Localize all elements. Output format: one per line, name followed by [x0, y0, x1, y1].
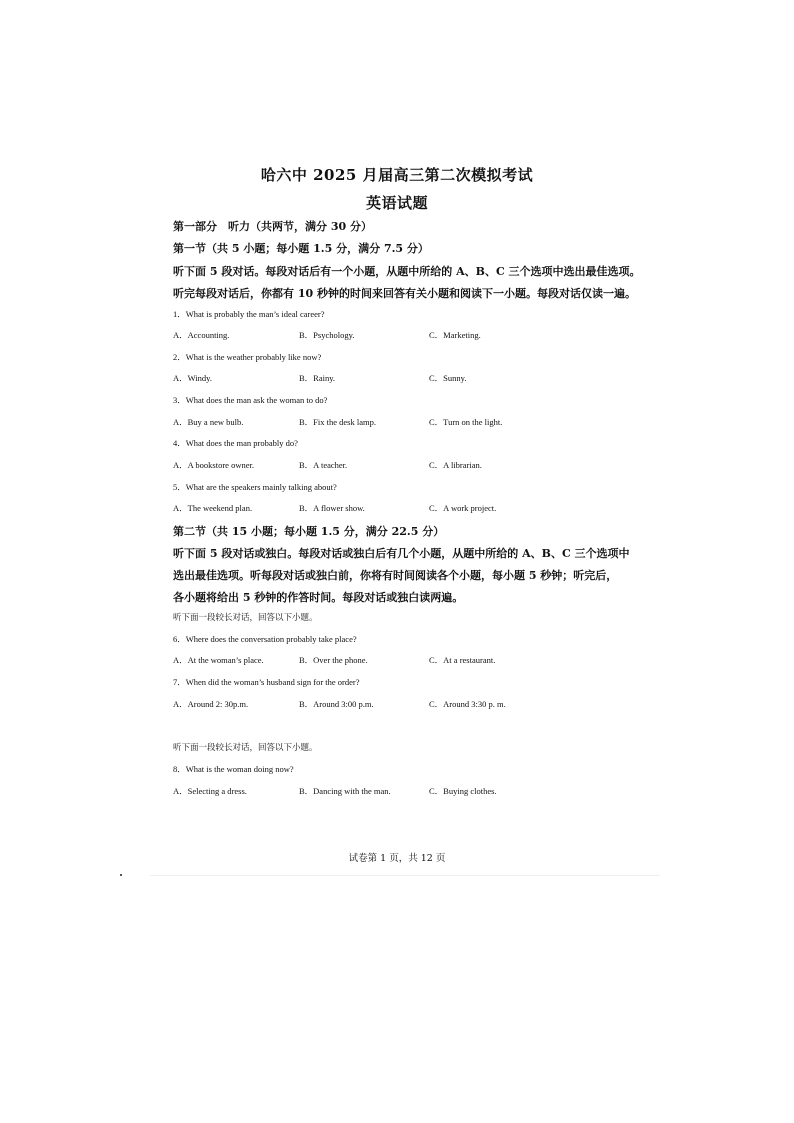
option-c: C．Buying clothes. — [429, 786, 497, 796]
question-7-options — [173, 698, 573, 712]
question-4-options — [173, 459, 573, 473]
section1-heading: 第一节（共 5 小题；每小题 1.5 分，满分 7.5 分） — [173, 242, 429, 255]
option-b: B．A flower show. — [299, 503, 365, 513]
question-1-stem: 1．What is probably the man’s ideal career? — [173, 309, 325, 319]
section1-instruction-2: 听完每段对话后，你都有 10 秒钟的时间来回答有关小题和阅读下一小题。每段对话仅读一遍。 — [173, 287, 636, 300]
section1-instruction-1: 听下面 5 段对话。每段对话后有一个小题，从题中所给的 A、B、C 三个选项中选出最佳选项。 — [173, 265, 641, 278]
option-c: C．Sunny. — [429, 373, 467, 383]
option-a: A．At the woman’s place. — [173, 655, 264, 665]
question-2-stem: 2．What is the weather probably like now? — [173, 352, 322, 362]
listening-prompt-2: 听下面一段较长对话，回答以下小题。 — [173, 743, 318, 753]
option-a: A．The weekend plan. — [173, 503, 253, 513]
question-6-stem: 6．Where does the conversation probably take place? — [173, 634, 357, 644]
option-a: A．Buy a new bulb. — [173, 417, 244, 427]
question-2-options — [173, 372, 573, 386]
option-c: C．Marketing. — [429, 330, 481, 340]
question-3-stem: 3．What does the man ask the woman to do? — [173, 395, 328, 405]
option-b: B．A teacher. — [299, 460, 348, 470]
option-b: B．Psychology. — [299, 330, 355, 340]
option-b: B．Fix the desk lamp. — [299, 417, 376, 427]
option-a: A．Windy. — [173, 373, 213, 383]
page-title: 哈六中 2025 月届高三第二次模拟考试 — [260, 166, 534, 184]
question-3-options — [173, 416, 573, 430]
question-8-stem: 8．What is the woman doing now? — [173, 764, 294, 774]
option-c: C．A librarian. — [429, 460, 482, 470]
part1-heading: 第一部分 听力（共两节，满分 30 分） — [173, 220, 372, 233]
option-b: B．Around 3:00 p.m. — [299, 699, 374, 709]
question-8-options — [173, 785, 573, 799]
question-4-stem: 4．What does the man probably do? — [173, 438, 298, 448]
question-5-stem: 5．What are the speakers mainly talking about? — [173, 482, 337, 492]
section2-instruction-1: 听下面 5 段对话或独白。每段对话或独白后有几个小题，从题中所给的 A、B、C 三个选项中 — [173, 547, 630, 560]
page-divider — [150, 875, 660, 876]
option-c: C．Turn on the light. — [429, 417, 503, 427]
option-c: C．Around 3:30 p. m. — [429, 699, 506, 709]
option-a: A．Around 2: 30p.m. — [173, 699, 249, 709]
option-c: C．A work project. — [429, 503, 497, 513]
option-b: B．Rainy. — [299, 373, 336, 383]
question-6-options — [173, 654, 573, 668]
section2-instruction-3: 各小题将给出 5 秒钟的作答时间。每段对话或独白读两遍。 — [173, 591, 464, 604]
section2-instruction-2: 选出最佳选项。听每段对话或独白前，你将有时间阅读各个小题，每小题 5 秒钟；听完后， — [173, 569, 618, 582]
scan-speck — [120, 874, 122, 876]
option-b: B．Over the phone. — [299, 655, 368, 665]
page-subtitle: 英语试题 — [365, 194, 428, 212]
option-a: A．Accounting. — [173, 330, 230, 340]
question-1-options — [173, 329, 573, 343]
option-a: A．Selecting a dress. — [173, 786, 247, 796]
option-a: A．A bookstore owner. — [173, 460, 254, 470]
question-7-stem: 7．When did the woman’s husband sign for the order? — [173, 677, 360, 687]
section2-heading: 第二节（共 15 小题；每小题 1.5 分，满分 22.5 分） — [173, 525, 445, 538]
page-footer: 试卷第 1 页，共 12 页 — [348, 853, 446, 864]
option-b: B．Dancing with the man. — [299, 786, 391, 796]
listening-prompt-1: 听下面一段较长对话，回答以下小题。 — [173, 613, 318, 623]
option-c: C．At a restaurant. — [429, 655, 496, 665]
question-5-options — [173, 502, 573, 516]
